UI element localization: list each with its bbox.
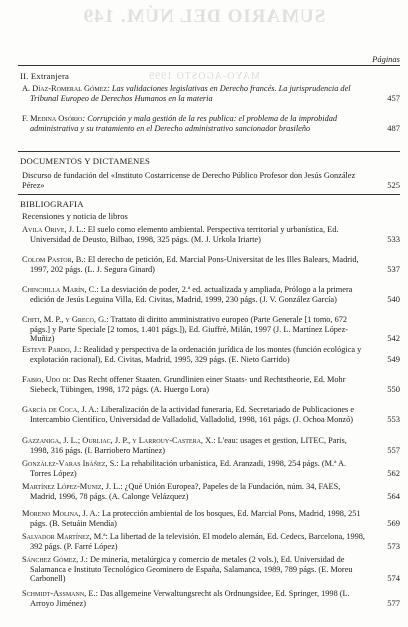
entry-page-number: 533 <box>387 233 400 244</box>
entry-page-number: 550 <box>387 383 400 394</box>
ghost-mirrored-subtitle: MAYO-AGOSTO 1999 <box>148 71 260 82</box>
toc-entry <box>22 171 400 190</box>
entry-title: : ¿Qué Unión Europea?, Papeles de la Fundación, núm. 34, FAES, Madrid, 1996, 78 págs. (A. Calonge Velázquez) <box>30 482 341 501</box>
entry-author: Medina Osório <box>30 114 83 123</box>
toc-entry <box>22 509 400 528</box>
toc-entry <box>22 255 400 274</box>
toc-entry <box>22 459 400 478</box>
header-rule <box>18 65 400 66</box>
entry-page-number: 557 <box>387 444 400 455</box>
ghost-mirrored-title: SUMARIO DEL NÚM. 149 <box>82 6 326 27</box>
section-rule <box>18 151 400 152</box>
entry-author: Esteve Pardo, J. <box>22 345 80 354</box>
entry-title: : Trattato di diritto amministrativo europeo (Parte Generale [1 tomo, 672 págs.] y Parte Speciale [2 tomos, 1.401 págs.]), Ed. Giuffrè, Milán, 1997 (J. L. Martínez López-Muñiz) <box>30 315 349 344</box>
entry-author: García de Coca, J. A. <box>22 405 97 414</box>
pages-column-label: Páginas <box>372 54 400 64</box>
entry-author: Chiti, M. P., y Greco, G. <box>22 315 107 324</box>
entry-page-number: 540 <box>387 293 400 304</box>
entry-title: : L'eau: usages et gestion, LITEC, Paris, 1998, 316 págs. (I. Barriobero Martínez) <box>30 436 347 455</box>
entry-author: Gazzaniga, J. L.; Ourliac, J. P., y Larrouy-Castera, X. <box>22 436 214 445</box>
toc-entry <box>22 482 400 501</box>
toc-entry <box>22 285 400 304</box>
entry-title: : Das allgemeine Verwaltungsrecht als Ordnungsidee, Ed. Springer, 1998 (L. Arroyo Jiménez) <box>30 589 350 608</box>
entry-page-number: 553 <box>387 413 400 424</box>
toc-entry <box>22 532 400 551</box>
entry-title: : Realidad y perspectiva de la ordenación jurídica de los montes (función ecológica y explotación racional), Ed. Civitas, Madrid, 1995, 329 págs. (E. Nieto Garrido) <box>30 345 362 364</box>
toc-entry <box>22 555 400 584</box>
entry-author: Martínez López-Muniz, J. L. <box>22 482 121 491</box>
entry-bullet: A. <box>22 84 31 93</box>
section-documentos-heading: DOCUMENTOS Y DICTAMENES <box>20 156 151 166</box>
entry-page-number: 564 <box>387 490 400 501</box>
entry-author: Chinchilla Marín, C. <box>22 285 97 294</box>
entry-page-number: 562 <box>387 467 400 478</box>
entry-page-number: 574 <box>387 573 400 584</box>
entry-title: Discurso de fundación del «Instituto Costarricense de Derecho Público Profesor don Jesús González Pérez» <box>22 171 356 190</box>
entry-title: : La desviación de poder, 2.ª ed. actualizada y ampliada, Prólogo a la primera edición de Jesús Leguina Villa, Ed. Civitas, Madrid, 1999, 230 págs. (J. V. González García) <box>30 285 353 304</box>
entry-title: : De minería, metalúrgica y comercio de metales (2 vols.), Ed. Universidad de Salamanca e Instituto Tecnológico Geominero de España, Salamanca, 1989, 789 págs. (E. Moreu Carbonell) <box>30 555 353 584</box>
section-rule <box>18 194 400 195</box>
entry-page-number: 457 <box>387 92 400 103</box>
toc-entry <box>22 589 400 608</box>
toc-entry <box>22 405 400 424</box>
entry-author: González-Varas Ibáñez, S. <box>22 459 117 468</box>
toc-entry <box>22 225 400 244</box>
entry-title: : Das Recht offener Staaten. Grundlinien einer Staats- und Rechtstheorie, Ed. Mohr Siebeck, Tübingen, 1998, 172 págs. (A. Huergo Lora) <box>30 375 346 394</box>
entry-title: : El suelo como elemento ambiental. Perspectiva territorial y urbanística, Ed. Universidad de Deusto, Bilbao, 1998, 325 págs. (M. J. Urkola Iriarte) <box>30 225 339 244</box>
entry-author: Salvador Martínez, M.ª <box>22 532 106 541</box>
entry-page-number: 537 <box>387 263 400 274</box>
entry-page-number: 573 <box>387 540 400 551</box>
subsection-recensiones-heading: Recensiones y noticia de libros <box>22 211 128 221</box>
entry-page-number: 549 <box>387 353 400 364</box>
entry-title: : El derecho de petición, Ed. Marcial Pons-Universitat de les Illes Balears, Madrid, 1997, 202 págs. (L. J. Segura Ginard) <box>30 255 359 274</box>
entry-page-number: 542 <box>387 333 400 344</box>
toc-entry <box>22 375 400 394</box>
entry-title: : Las validaciones legislativas en Derecho francés. La jurisprudencia del Tribunal Europeo de Derechos Humanos en la materia <box>30 84 351 103</box>
entry-bullet: F. <box>22 114 29 123</box>
entry-author: Schmidt-Aßmann, E. <box>22 589 96 598</box>
entry-page-number: 525 <box>387 179 400 190</box>
entry-author: Moreno Molina, J. A. <box>22 509 98 518</box>
entry-author: Díaz-Romeral Gómez <box>32 84 108 93</box>
toc-entry <box>22 84 400 103</box>
section-bibliografia-heading: BIBLIOGRAFIA <box>20 199 84 209</box>
toc-entry <box>22 436 400 455</box>
entry-page-number: 577 <box>387 597 400 608</box>
toc-entry <box>22 114 400 133</box>
entry-title: : Corrupción y mala gestión de la res publica: el problema de la improbidad administrativa y su tratamiento en el Derecho administrativo sancionador brasileño <box>30 114 338 133</box>
section-extranjera-heading: II. Extranjera <box>20 71 70 81</box>
entry-author: Avila Orive, J. L. <box>22 225 84 234</box>
entry-page-number: 487 <box>387 122 400 133</box>
entry-title: : Liberalización de la actividad funeraria, Ed. Secretariado de Publicaciones e Intercambio Científico, Universidad de Valladolid, Valladolid, 1998, 161 págs. (J. Ochoa Monzó) <box>30 405 355 424</box>
entry-page-number: 569 <box>387 517 400 528</box>
entry-author: Colom Pastor, B. <box>22 255 84 264</box>
entry-author: Fabio, Udo di <box>22 375 69 384</box>
entry-author: Sánchez Gómez, J. <box>22 555 86 564</box>
entry-title: : La rehabilitación urbanística, Ed. Aranzadi, 1998, 254 págs. (M.ª A. Torres López) <box>30 459 347 478</box>
entry-title: : La protección ambiental de los bosques, Ed. Marcial Pons, Madrid, 1998, 251 págs. (B. Setuáin Mendía) <box>30 509 361 528</box>
entry-title: : La libertad de la televisión. El modelo alemán, Ed. Cedecs, Barcelona, 1998, 392 págs. (P. Farré López) <box>30 532 365 551</box>
toc-entry <box>22 315 400 344</box>
toc-entry <box>22 345 400 364</box>
